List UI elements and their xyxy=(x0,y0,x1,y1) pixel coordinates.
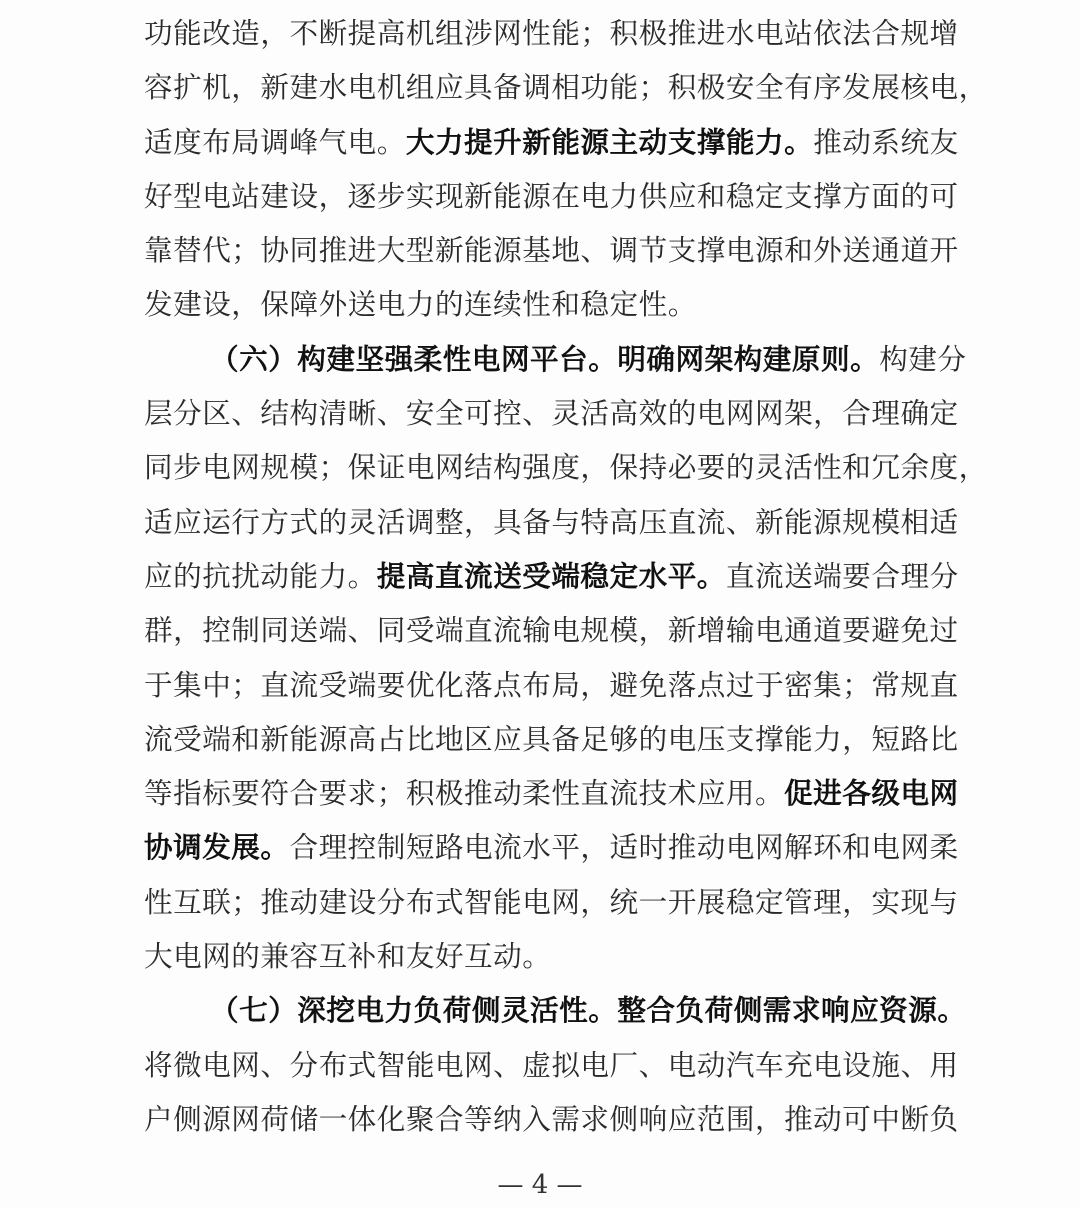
text-segment: 好型电站建设，逐步实现新能源在电力供应和稳定支撑方面的可 xyxy=(144,178,959,213)
text-segment: 将微电网、分布式智能电网、虚拟电厂、电动汽车充电设施、用 xyxy=(144,1047,959,1082)
text-line xyxy=(144,712,959,766)
section-heading-six: （六）构建坚强柔性电网平台。 xyxy=(210,341,618,376)
text-line xyxy=(144,6,959,60)
text-line xyxy=(144,929,944,983)
text-line xyxy=(144,223,959,277)
text-segment: 户侧源网荷储一体化聚合等纳入需求侧响应范围，推动可中断负 xyxy=(144,1101,959,1136)
text-segment: 容扩机，新建水电机组应具备调相功能；积极安全有序发展核电， xyxy=(144,70,988,105)
bold-heading-segment: 大力提升新能源主动支撑能力。 xyxy=(405,124,814,159)
section-heading-line xyxy=(144,332,967,386)
text-segment: 适应运行方式的灵活调整，具备与特高压直流、新能源规模相适 xyxy=(144,504,959,539)
text-line xyxy=(144,875,959,929)
text-segment: 群，控制同送端、同受端直流输电规模，新增输电通道要避免过 xyxy=(144,613,959,648)
text-line xyxy=(144,1092,959,1146)
text-line xyxy=(144,1038,959,1092)
text-line xyxy=(144,440,988,494)
text-segment: 靠替代；协同推进大型新能源基地、调节支撑电源和外送通道开 xyxy=(144,233,959,268)
text-segment: 大电网的兼容互补和友好互动。 xyxy=(144,939,552,974)
text-line xyxy=(144,277,944,331)
text-line xyxy=(144,495,959,549)
text-segment: 同步电网规模；保证电网结构强度，保持必要的灵活性和冗余度， xyxy=(144,450,988,485)
text-segment: 合理控制短路电流水平，适时推动电网解环和电网柔 xyxy=(289,830,959,865)
text-segment: 功能改造，不断提高机组涉网性能；积极推进水电站依法合规增 xyxy=(144,16,959,50)
text-line xyxy=(144,169,959,223)
text-line xyxy=(144,549,959,603)
text-segment: 适度布局调峰气电。 xyxy=(144,124,406,159)
section-heading-line xyxy=(144,983,967,1037)
text-segment: 层分区、结构清晰、安全可控、灵活高效的电网网架，合理确定 xyxy=(144,396,959,431)
text-line xyxy=(144,386,959,440)
text-line xyxy=(144,60,988,114)
bold-heading-segment: 整合负荷侧需求响应资源。 xyxy=(617,993,967,1028)
text-segment: 发建设，保障外送电力的连续性和稳定性。 xyxy=(144,287,697,322)
section-heading-seven: （七）深挖电力负荷侧灵活性。 xyxy=(210,993,618,1028)
text-segment: 性互联；推动建设分布式智能电网，统一开展稳定管理，实现与 xyxy=(144,884,959,919)
bold-heading-segment: 协调发展。 xyxy=(144,830,290,865)
text-segment: 流受端和新能源高占比地区应具备足够的电压支撑能力，短路比 xyxy=(144,721,959,756)
text-segment: 推动系统友 xyxy=(813,124,959,159)
text-line xyxy=(144,766,959,820)
bold-heading-segment: 明确网架构建原则。 xyxy=(617,341,880,376)
text-segment: 直流送端要合理分 xyxy=(725,558,959,593)
text-line xyxy=(144,603,959,657)
text-line xyxy=(144,658,959,712)
bold-heading-segment: 促进各级电网 xyxy=(784,776,959,811)
text-line xyxy=(144,115,959,169)
text-line xyxy=(144,820,959,874)
page-number: — 4 — xyxy=(497,1170,583,1200)
text-segment: 于集中；直流受端要优化落点布局，避免落点过于密集；常规直 xyxy=(144,667,959,702)
text-segment: 等指标要符合要求；积极推动柔性直流技术应用。 xyxy=(144,776,785,811)
text-segment: 应的抗扰动能力。 xyxy=(144,558,377,593)
text-segment: 构建分 xyxy=(879,341,967,376)
document-body-text xyxy=(144,6,988,1146)
bold-heading-segment: 提高直流送受端稳定水平。 xyxy=(376,558,726,593)
